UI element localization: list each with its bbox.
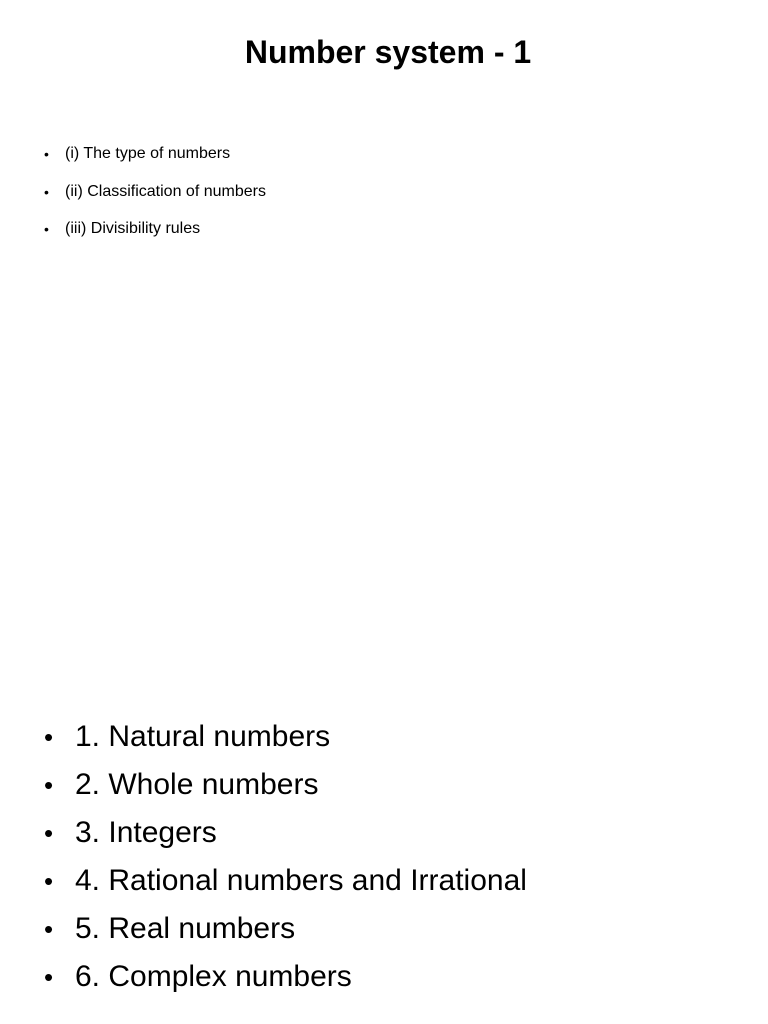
list-item-label: 3. Integers — [75, 816, 217, 849]
list-item — [44, 953, 744, 1001]
page-title: Number system - 1 — [244, 34, 532, 70]
bullet-icon: • — [44, 221, 49, 237]
list-item-label: 6. Complex numbers — [75, 960, 352, 993]
list-item — [44, 809, 744, 857]
list-item-label: (i) The type of numbers — [65, 145, 231, 162]
bullet-icon: • — [44, 818, 54, 848]
list-item — [44, 761, 744, 809]
list-item — [44, 713, 744, 761]
bullet-icon: • — [44, 183, 49, 200]
number-types-list — [44, 713, 744, 1001]
list-item-label: 1. Natural numbers — [75, 720, 331, 753]
bullet-icon: • — [44, 722, 54, 752]
bullet-icon: • — [44, 146, 49, 162]
list-item — [44, 142, 644, 180]
bullet-icon: • — [44, 770, 54, 800]
list-item-label: 5. Real numbers — [75, 912, 296, 945]
list-item-label: (ii) Classification of numbers — [65, 182, 266, 200]
list-item — [44, 857, 744, 905]
list-item — [44, 180, 644, 218]
list-item — [44, 217, 644, 255]
bullet-icon: • — [44, 866, 54, 896]
list-item — [44, 905, 744, 953]
list-item-label: 4. Rational numbers and Irrational — [75, 864, 527, 897]
bullet-icon: • — [44, 962, 54, 992]
list-item-label: (iii) Divisibility rules — [65, 220, 201, 237]
topics-list — [44, 142, 644, 255]
bullet-icon: • — [44, 914, 54, 944]
list-item-label: 2. Whole numbers — [75, 768, 319, 801]
